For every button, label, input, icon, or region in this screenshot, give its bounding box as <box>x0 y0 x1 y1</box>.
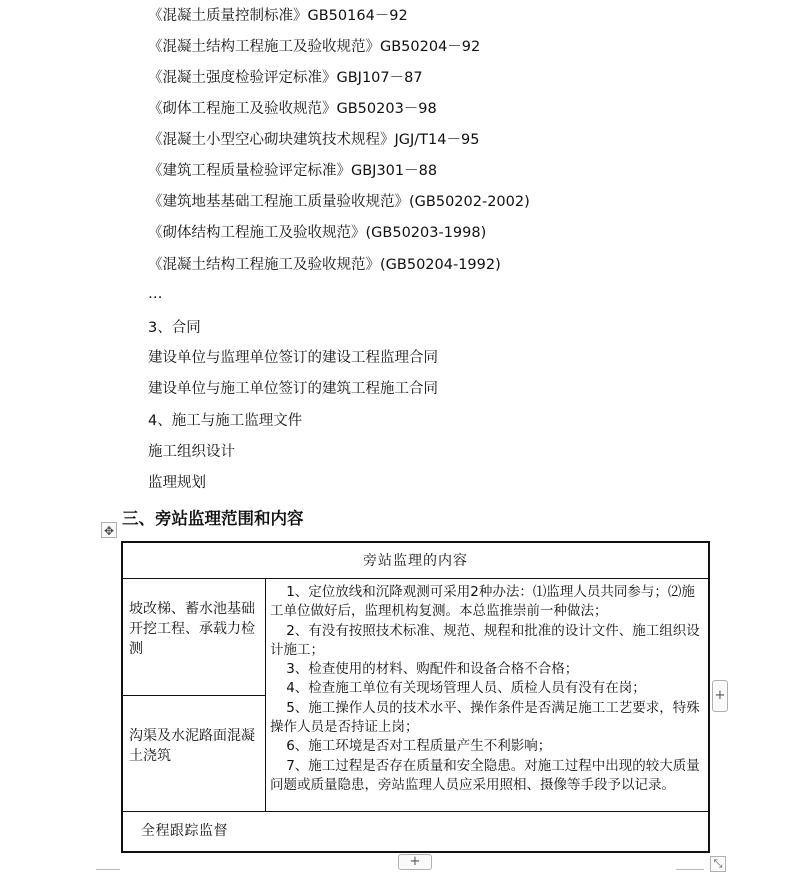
add-column-button[interactable]: + <box>712 680 728 712</box>
content-item: 3、检查使用的材料、购配件和设备合格不合格； <box>286 661 579 678</box>
table-move-handle-icon[interactable]: ✥ <box>101 522 117 538</box>
construction-docs-heading: 4、施工与施工监理文件 <box>148 413 303 429</box>
content-item: 2、有没有按照技术标准、规范、规程和批准的设计文件、施工组织设计施工； <box>270 622 700 658</box>
table-resize-handle-icon[interactable]: ⤡ <box>710 856 726 872</box>
construction-doc-item: 施工组织设计 <box>148 444 235 460</box>
table-footer-cell: 全程跟踪监督 <box>123 811 708 851</box>
add-row-button[interactable]: + <box>398 854 432 870</box>
reference-item: 《砌体工程施工及验收规范》GB50203－98 <box>148 101 437 117</box>
reference-item: 《混凝土结构工程施工及验收规范》GB50204－92 <box>148 39 481 55</box>
content-cell <box>266 579 708 811</box>
reference-item: 《建筑地基基础工程施工质量验收规范》(GB50202-2002) <box>148 194 530 210</box>
page-edge-mark <box>676 869 704 870</box>
contracts-heading: 3、合同 <box>148 320 201 336</box>
scope-cell-excavation: 坡改梯、蓄水池基础开挖工程、承载力检测 <box>123 579 265 696</box>
table-header: 旁站监理的内容 <box>123 543 708 579</box>
page-edge-mark <box>96 869 120 870</box>
supervision-table <box>121 541 710 853</box>
reference-item: 《混凝土强度检验评定标准》GBJ107－87 <box>148 70 423 86</box>
content-item: 1、定位放线和沉降观测可采用2种办法：⑴监理人员共同参与；⑵施工单位做好后，监理机构复测。本总监推崇前一种做法； <box>270 584 695 620</box>
scope-column <box>123 579 266 811</box>
reference-item: 《混凝土结构工程施工及验收规范》(GB50204-1992) <box>148 257 501 273</box>
ellipsis: … <box>148 286 163 302</box>
content-item: 4、检查施工单位有关现场管理人员、质检人员有没有在岗； <box>286 680 646 697</box>
reference-item: 《砌体结构工程施工及验收规范》(GB50203-1998) <box>148 225 487 241</box>
section-title: 三、旁站监理范围和内容 <box>122 509 304 528</box>
content-item: 6、施工环境是否对工程质量产生不利影响； <box>286 738 552 755</box>
reference-item: 《混凝土小型空心砌块建筑技术规程》JGJ/T14－95 <box>148 132 480 148</box>
contract-item: 建设单位与施工单位签订的建筑工程施工合同 <box>148 381 438 397</box>
content-item: 5、施工操作人员的技术水平、操作条件是否满足施工工艺要求，特殊操作人员是否持证上岗； <box>270 699 700 736</box>
reference-item: 《混凝土质量控制标准》GB50164－92 <box>148 8 408 24</box>
construction-doc-item: 监理规划 <box>148 475 206 491</box>
content-item: 7、施工过程是否存在质量和安全隐患。对施工过程中出现的较大质量问题或质量隐患，旁站监理人员应采用照相、摄像等手段予以记录。 <box>270 757 700 793</box>
contract-item: 建设单位与监理单位签订的建设工程监理合同 <box>148 350 438 366</box>
scope-cell-concrete: 沟渠及水泥路面混凝土浇筑 <box>129 728 255 764</box>
reference-item: 《建筑工程质量检验评定标准》GBJ301－88 <box>148 163 438 179</box>
